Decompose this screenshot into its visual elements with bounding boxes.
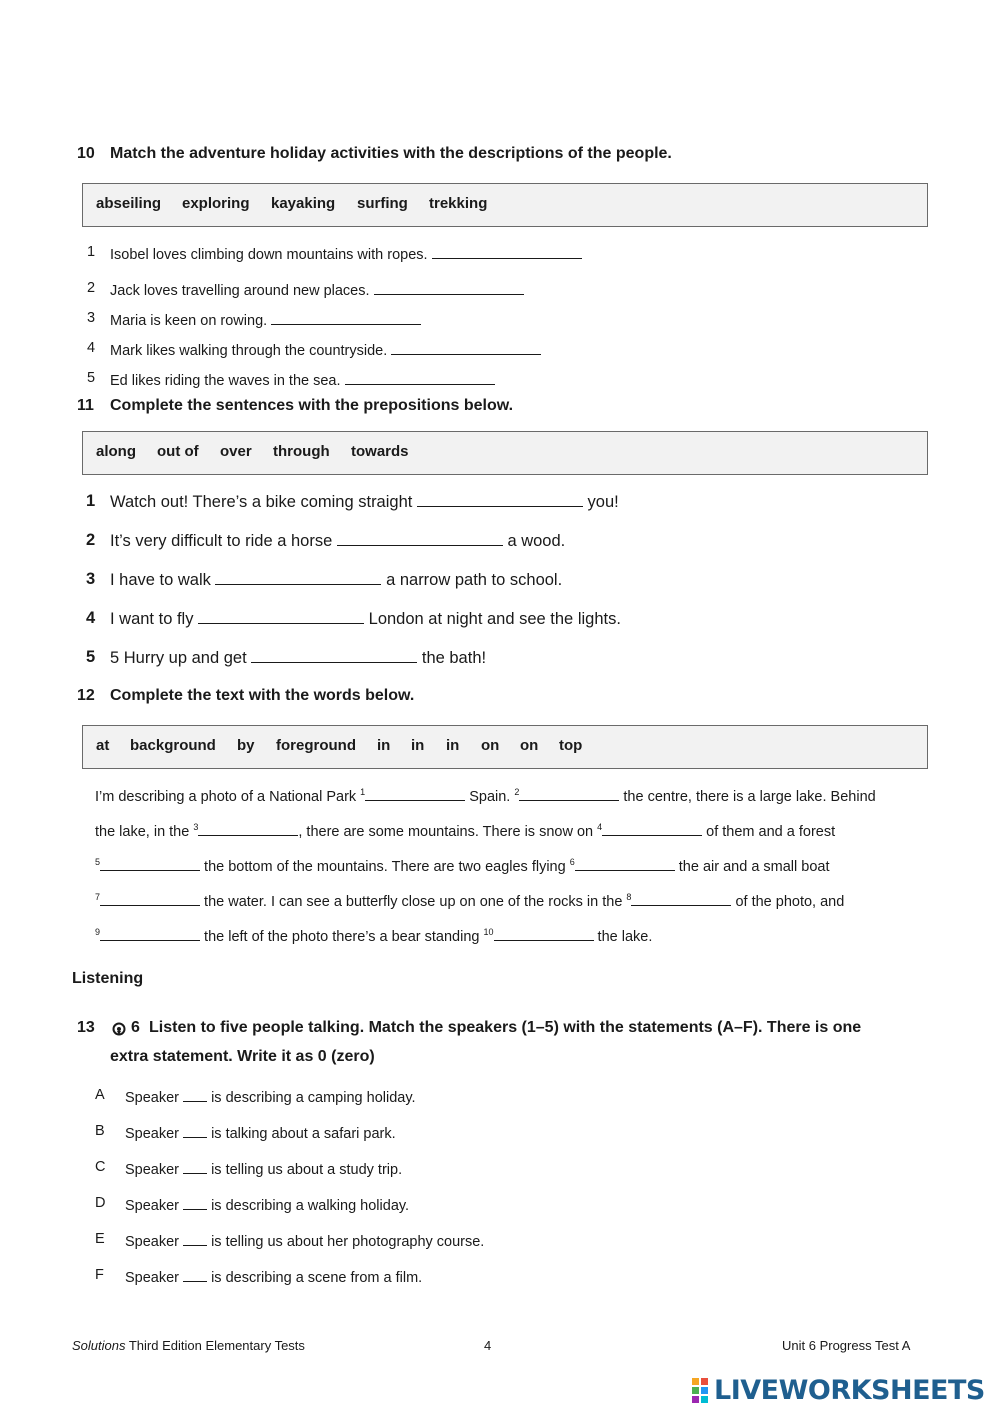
statement <box>125 1231 484 1250</box>
q11-item-text: I have to walk <box>110 571 211 589</box>
q10-title: Match the adventure holiday activities with the descriptions of the people. <box>110 145 672 162</box>
text: the lake. <box>593 929 653 945</box>
answer-blank[interactable] <box>432 244 582 259</box>
answer-blank[interactable] <box>365 786 465 801</box>
speaker-label: Speaker <box>125 1090 180 1106</box>
q10-item-text: Maria is keen on rowing. <box>110 313 268 329</box>
statement <box>125 1267 422 1286</box>
text: of them and a forest <box>702 824 836 840</box>
footer-series: Solutions <box>72 1338 126 1353</box>
answer-blank[interactable] <box>602 821 702 836</box>
word-top: top <box>559 737 583 754</box>
q11-item-text: 5 Hurry up and get <box>110 649 247 667</box>
q11-item-text: London at night and see the lights. <box>368 610 621 628</box>
answer-blank[interactable] <box>271 310 421 325</box>
q10-item <box>110 340 541 359</box>
word-at: at <box>96 737 110 754</box>
q11-item-number: 2 <box>86 531 96 549</box>
gap-number: 1 <box>360 787 366 797</box>
statement <box>125 1087 416 1106</box>
answer-blank[interactable] <box>183 1231 207 1246</box>
q11-item-text: the bath! <box>421 649 487 667</box>
q12-title: Complete the text with the words below. <box>110 687 415 704</box>
statement <box>125 1159 402 1178</box>
statement-letter: A <box>95 1087 105 1103</box>
answer-blank[interactable] <box>494 926 594 941</box>
q12-text-line <box>95 891 844 910</box>
q11-number: 11 <box>77 397 94 414</box>
word-in: in <box>377 737 391 754</box>
q11-item-text: It’s very difficult to ride a horse <box>110 532 333 550</box>
answer-blank[interactable] <box>215 570 381 585</box>
statement-letter: C <box>95 1159 106 1175</box>
q12-text-line <box>95 821 835 840</box>
answer-blank[interactable] <box>631 891 731 906</box>
word-out-of: out of <box>157 443 199 460</box>
answer-blank[interactable] <box>183 1267 207 1282</box>
q10-item-text: Mark likes walking through the countryside. <box>110 343 388 359</box>
gap-number: 5 <box>95 857 101 867</box>
q11-word-box <box>82 431 928 475</box>
q10-item-number: 3 <box>87 310 96 326</box>
statement-text: is telling us about a study trip. <box>211 1162 403 1178</box>
speaker-label: Speaker <box>125 1270 180 1286</box>
footer-page-number: 4 <box>484 1338 492 1353</box>
text: , there are some mountains. There is snow on <box>298 824 598 840</box>
statement-letter: B <box>95 1123 105 1139</box>
gap-number: 2 <box>514 787 520 797</box>
q10-item <box>110 280 524 299</box>
q11-item-text: I want to fly <box>110 610 194 628</box>
q11-item <box>110 570 562 590</box>
text: the air and a small boat <box>674 859 830 875</box>
statement-letter: E <box>95 1231 105 1247</box>
logo-text: LIVEWORKSHEETS <box>714 1375 985 1406</box>
q10-item-number: 5 <box>87 370 96 386</box>
q11-item-number: 3 <box>86 570 96 588</box>
answer-blank[interactable] <box>519 786 619 801</box>
statement <box>125 1195 409 1214</box>
answer-blank[interactable] <box>337 531 503 546</box>
q12-text-line <box>95 786 876 805</box>
q13-track-number: 6 <box>131 1019 140 1036</box>
gap-number: 9 <box>95 927 101 937</box>
q11-item-text: you! <box>587 493 619 511</box>
answer-blank[interactable] <box>183 1195 207 1210</box>
word-foreground: foreground <box>276 737 356 754</box>
answer-blank[interactable] <box>100 926 200 941</box>
q10-item <box>110 244 582 263</box>
word-towards: towards <box>351 443 409 460</box>
q10-item-text: Jack loves travelling around new places. <box>110 283 370 299</box>
q10-item-number: 1 <box>87 244 96 260</box>
statement-letter: F <box>95 1267 104 1283</box>
word-exploring: exploring <box>182 195 250 212</box>
text: the left of the photo there’s a bear standing <box>200 929 484 945</box>
q13-number: 13 <box>77 1019 95 1036</box>
q11-item-number: 1 <box>86 492 96 510</box>
logo-icon <box>692 1378 708 1403</box>
q10-item <box>110 310 421 329</box>
answer-blank[interactable] <box>183 1087 207 1102</box>
text: the water. I can see a butterfly close up on one of the rocks in the <box>200 894 627 910</box>
statement-text: is telling us about her photography course. <box>211 1234 485 1250</box>
q10-word-box <box>82 183 928 227</box>
statement-text: is describing a camping holiday. <box>211 1090 416 1106</box>
word-along: along <box>96 443 136 460</box>
word-through: through <box>273 443 330 460</box>
answer-blank[interactable] <box>198 821 298 836</box>
word-in: in <box>446 737 460 754</box>
gap-number: 7 <box>95 892 101 902</box>
q10-item <box>110 370 495 389</box>
statement-text: is describing a walking holiday. <box>211 1198 410 1214</box>
answer-blank[interactable] <box>251 648 417 663</box>
statement-letter: D <box>95 1195 106 1211</box>
q10-item-number: 2 <box>87 280 96 296</box>
q11-item-number: 4 <box>86 609 96 627</box>
word-in: in <box>411 737 425 754</box>
answer-blank[interactable] <box>391 340 541 355</box>
speaker-label: Speaker <box>125 1126 180 1142</box>
speaker-label: Speaker <box>125 1162 180 1178</box>
speaker-label: Speaker <box>125 1198 180 1214</box>
gap-number: 6 <box>569 857 575 867</box>
q10-item-number: 4 <box>87 340 96 356</box>
audio-icon[interactable] <box>112 1019 128 1035</box>
q11-title: Complete the sentences with the prepositions below. <box>110 397 514 414</box>
q13-title-continued: extra statement. Write it as 0 (zero) <box>110 1048 375 1065</box>
answer-blank[interactable] <box>345 370 495 385</box>
q11-item <box>110 609 621 629</box>
word-surfing: surfing <box>357 195 408 212</box>
word-by: by <box>237 737 255 754</box>
footer-book-title <box>72 1338 305 1353</box>
word-trekking: trekking <box>429 195 488 212</box>
q10-item-text: Ed likes riding the waves in the sea. <box>110 373 341 389</box>
q11-item-text: a wood. <box>507 532 566 550</box>
speaker-label: Speaker <box>125 1234 180 1250</box>
answer-blank[interactable] <box>183 1123 207 1138</box>
answer-blank[interactable] <box>417 492 583 507</box>
q10-item-text: Isobel loves climbing down mountains with ropes. <box>110 247 428 263</box>
answer-blank[interactable] <box>183 1159 207 1174</box>
text: Spain. <box>465 789 515 805</box>
q11-item-number: 5 <box>86 648 96 666</box>
text: the bottom of the mountains. There are two eagles flying <box>200 859 570 875</box>
answer-blank[interactable] <box>374 280 524 295</box>
q11-item <box>110 531 565 551</box>
text: I’m describing a photo of a National Park <box>95 789 361 805</box>
answer-blank[interactable] <box>198 609 364 624</box>
answer-blank[interactable] <box>100 891 200 906</box>
answer-blank[interactable] <box>575 856 675 871</box>
word-on: on <box>520 737 539 754</box>
gap-number: 3 <box>193 822 199 832</box>
footer-unit-title: Unit 6 Progress Test A <box>782 1338 911 1353</box>
q11-item <box>110 648 486 668</box>
q12-word-box <box>82 725 928 769</box>
q11-item <box>110 492 619 512</box>
statement-text: is describing a scene from a film. <box>211 1270 423 1286</box>
listening-heading: Listening <box>72 970 144 987</box>
q11-item-text: a narrow path to school. <box>386 571 563 589</box>
word-over: over <box>220 443 252 460</box>
q12-text-line <box>95 926 652 945</box>
statement <box>125 1123 396 1142</box>
gap-number: 8 <box>626 892 632 902</box>
statement-text: is talking about a safari park. <box>211 1126 396 1142</box>
text: the lake, in the <box>95 824 194 840</box>
gap-number: 10 <box>483 927 494 937</box>
liveworksheets-logo[interactable] <box>690 1374 990 1406</box>
text: of the photo, and <box>731 894 845 910</box>
answer-blank[interactable] <box>100 856 200 871</box>
word-background: background <box>130 737 216 754</box>
word-abseiling: abseiling <box>96 195 162 212</box>
word-kayaking: kayaking <box>271 195 336 212</box>
text: the centre, there is a large lake. Behind <box>619 789 876 805</box>
q11-item-text: Watch out! There’s a bike coming straight <box>110 493 413 511</box>
q10-number: 10 <box>77 145 95 162</box>
q12-number: 12 <box>77 687 95 704</box>
footer-title-rest: Third Edition Elementary Tests <box>125 1338 305 1353</box>
q12-text-line <box>95 856 830 875</box>
word-on: on <box>481 737 500 754</box>
q13-title: Listen to five people talking. Match the speakers (1–5) with the statements (A–F). There is one <box>149 1019 862 1036</box>
gap-number: 4 <box>597 822 603 832</box>
